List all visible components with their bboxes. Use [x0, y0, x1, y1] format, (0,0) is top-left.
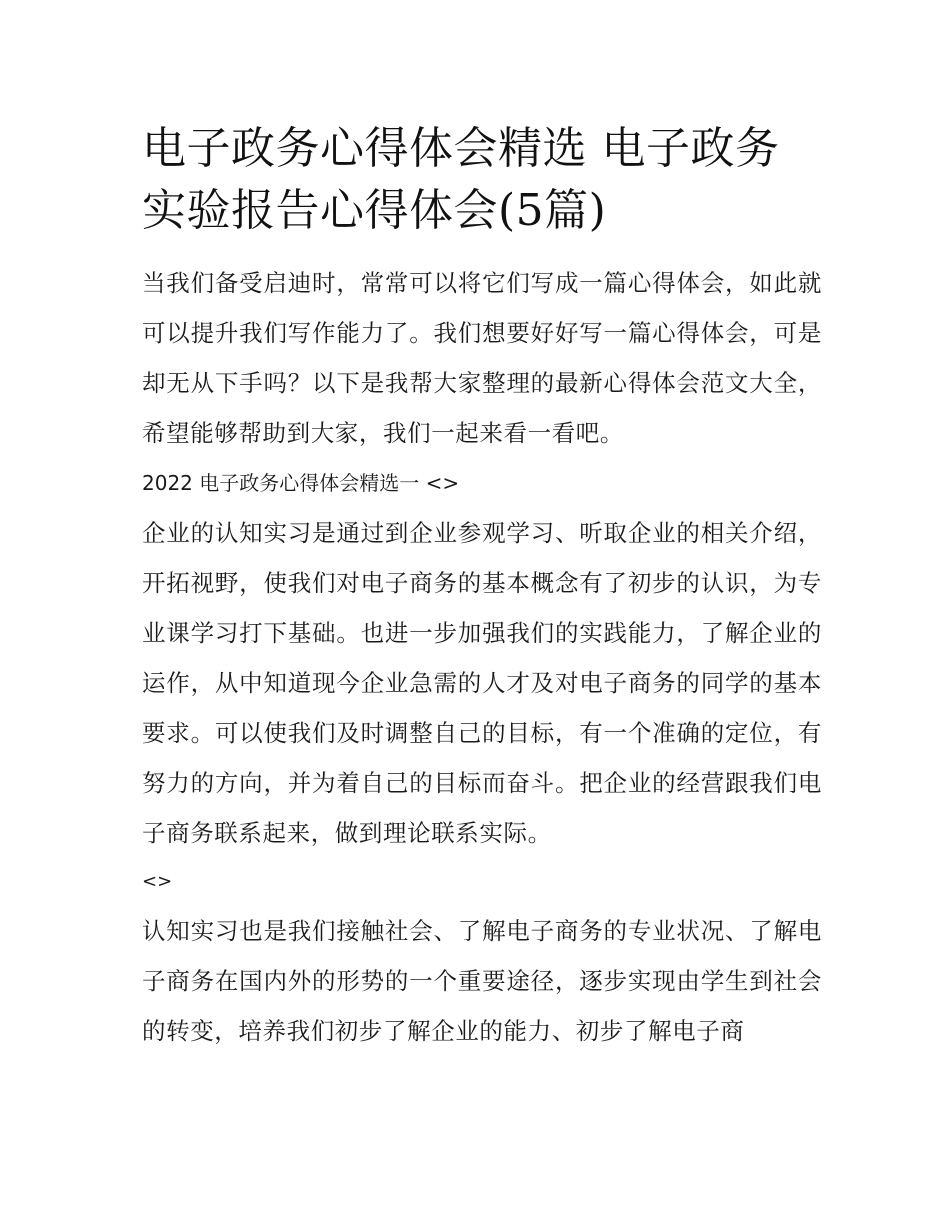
- placeholder-marker: <>: [142, 871, 173, 892]
- document-title: 电子政务心得体会精选 电子政务实验报告心得体会(5篇): [142, 123, 780, 236]
- body-paragraph-2: 认知实习也是我们接触社会、了解电子商务的专业状况、了解电子商务在国内外的形势的一个重要途径，逐步实现由学生到社会的转变，培养我们初步了解企业的能力、初步了解电子商: [142, 917, 822, 1045]
- document-body: [142, 118, 822, 1056]
- section-heading: 2022 电子政务心得体会精选一 <>: [142, 471, 460, 495]
- body-paragraph-1: 企业的认知实习是通过到企业参观学习、听取企业的相关介绍，开拓视野，使我们对电子商务的基本概念有了初步的认识，为专业课学习打下基础。也进一步加强我们的实践能力，了解企业的运作，从中知道现今企业急需的人才及对电子商务的同学的基本要求。可以使我们及时调整自己的目标，有一个准确的定位，有努力的方向，并为着自己的目标而奋斗。把企业的经营跟我们电子商务联系起来，做到理论联系实际。: [142, 519, 822, 847]
- intro-paragraph: 当我们备受启迪时，常常可以将它们写成一篇心得体会，如此就可以提升我们写作能力了。我们想要好好写一篇心得体会，可是却无从下手吗？以下是我帮大家整理的最新心得体会范文大全，希望能够帮助到大家，我们一起来看一看吧。: [142, 269, 822, 447]
